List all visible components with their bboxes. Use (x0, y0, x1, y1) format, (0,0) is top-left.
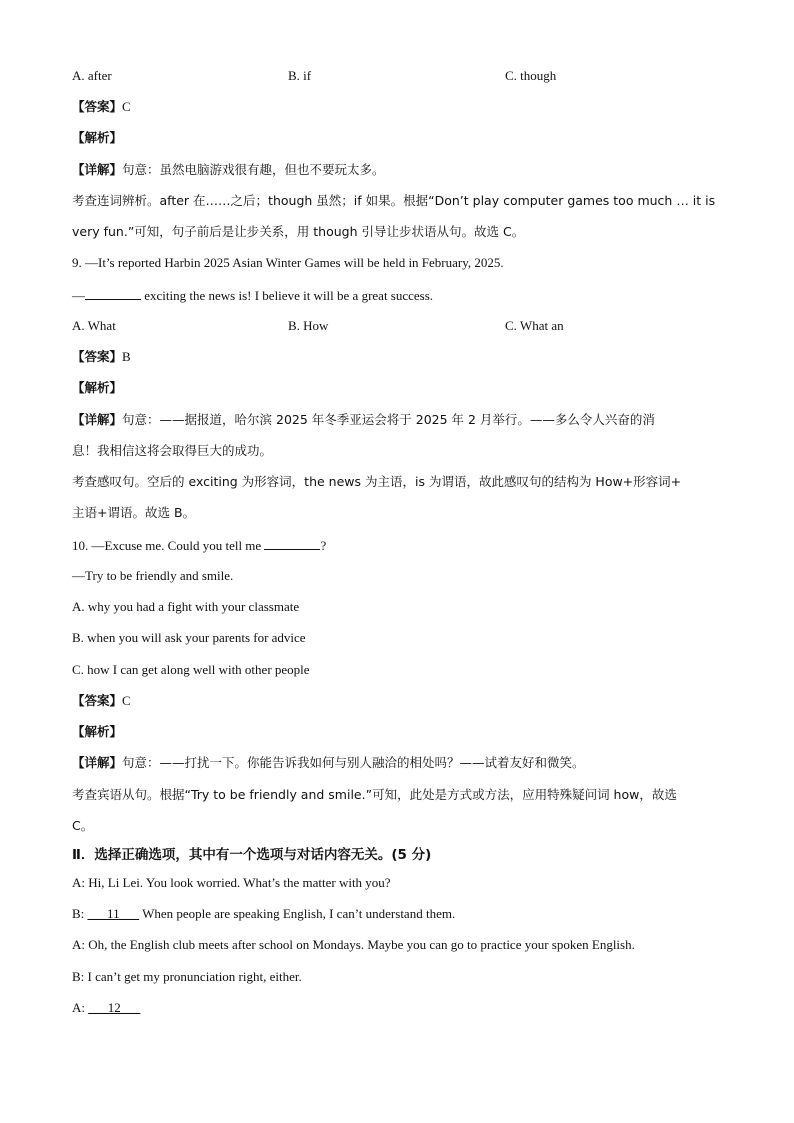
q8-option-a: A. after (72, 68, 112, 83)
q8-analysis-label: 【解析】 (72, 130, 123, 145)
q10-explanation-1: 考查宾语从句。根据“Try to be friendly and smile.”可知，此处是方式或方法，应用特殊疑问词 how，故选 (72, 787, 677, 802)
blank-11: ___11___ (87, 906, 140, 921)
blank-12: ___12___ (88, 1000, 141, 1015)
q9-option-b: B. How (288, 318, 329, 333)
q10-stem-1: 10. —Excuse me. Could you tell me ? (72, 535, 326, 556)
q10-explanation-2: C。 (72, 818, 94, 833)
q9-option-c: C. What an (505, 318, 564, 333)
q9-stem-1: 9. —It’s reported Harbin 2025 Asian Winter Games will be held in February, 2025. (72, 255, 504, 270)
q8-detail: 【详解】句意：虽然电脑游戏很有趣，但也不要玩太多。 (72, 162, 385, 177)
q10-option-b: B. when you will ask your parents for advice (72, 630, 306, 645)
q10-analysis-label: 【解析】 (72, 724, 123, 739)
q10-stem-2: —Try to be friendly and smile. (72, 568, 234, 583)
q10-detail: 【详解】句意：——打扰一下。你能告诉我如何与别人融洽的相处吗？——试着友好和微笑。 (72, 755, 585, 770)
q10-blank (264, 535, 320, 550)
dialog-line-4: B: I can’t get my pronunciation right, either. (72, 969, 302, 984)
q8-option-c: C. though (505, 68, 557, 83)
q9-stem-2: — exciting the news is! I believe it will be a great success. (72, 285, 433, 306)
q9-answer: 【答案】B (72, 349, 131, 364)
section-heading: Ⅱ．选择正确选项，其中有一个选项与对话内容无关。(5 分) (72, 847, 432, 863)
q9-explanation-1: 考查感叹句。空后的 exciting 为形容词，the news 为主语，is 为谓语，故此感叹句的结构为 How+形容词+ (72, 474, 682, 489)
q10-answer: 【答案】C (72, 693, 131, 708)
q8-answer: 【答案】C (72, 99, 131, 114)
q9-explanation-2: 主语+谓语。故选 B。 (72, 505, 196, 520)
q8-explanation-1: 考查连词辨析。after 在……之后；though 虽然；if 如果。根据“Don’t play computer games too much … it is (72, 193, 716, 208)
q10-option-c: C. how I can get along well with other people (72, 662, 310, 677)
q9-detail: 【详解】句意：——据报道，哈尔滨 2025 年冬季亚运会将于 2025 年 2 月举行。——多么令人兴奋的消 (72, 412, 655, 427)
dialog-line-5: A: ___12___ (72, 1000, 141, 1015)
q9-analysis-label: 【解析】 (72, 380, 123, 395)
q8-explanation-2: very fun.”可知，句子前后是让步关系，用 though 引导让步状语从句。故选 C。 (72, 224, 525, 239)
dialog-line-1: A: Hi, Li Lei. You look worried. What’s the matter with you? (72, 875, 391, 890)
q8-option-b: B. if (288, 68, 312, 83)
q9-option-a: A. What (72, 318, 116, 333)
q9-blank (85, 285, 141, 300)
dialog-line-2: B: ___11___ When people are speaking English, I can’t understand them. (72, 906, 456, 921)
q10-option-a: A. why you had a fight with your classmate (72, 599, 300, 614)
dialog-line-3: A: Oh, the English club meets after school on Mondays. Maybe you can go to practice your spoken English. (72, 937, 635, 952)
q9-detail-2: 息！我相信这将会取得巨大的成功。 (72, 443, 273, 458)
